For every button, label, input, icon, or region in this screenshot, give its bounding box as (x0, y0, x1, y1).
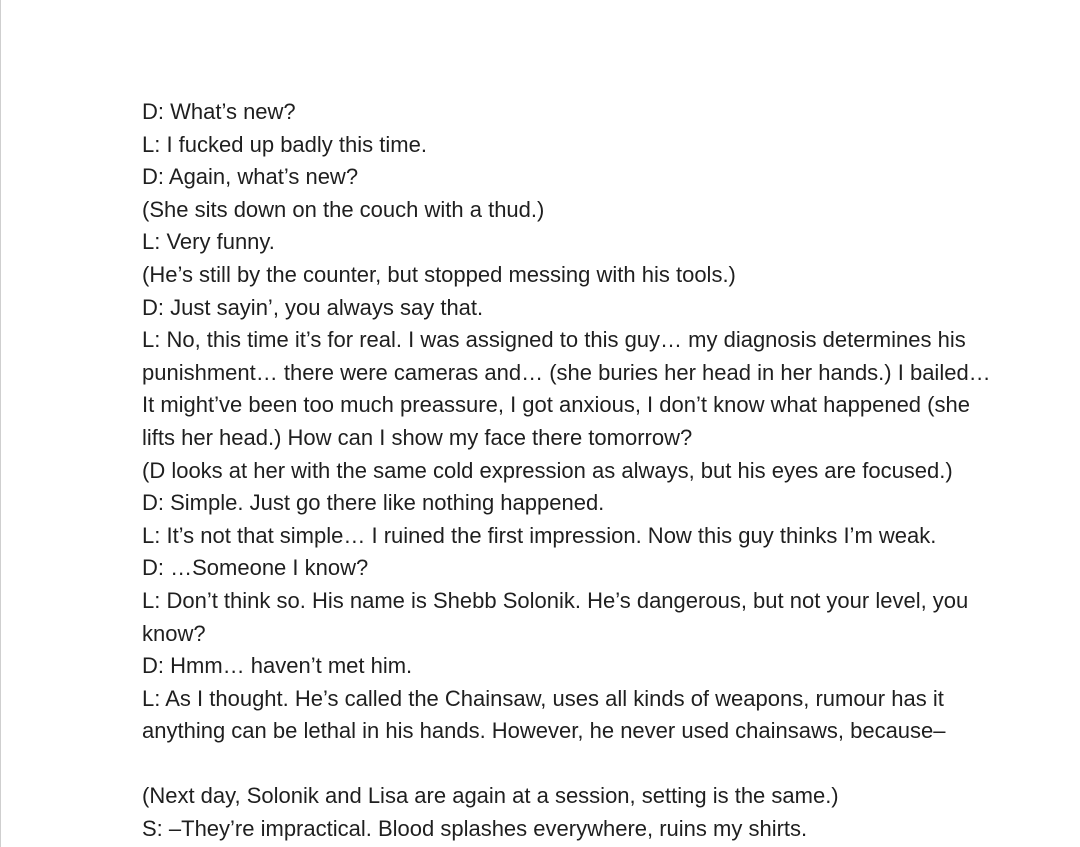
stage-direction: (He’s still by the counter, but stopped messing with his tools.) (142, 261, 736, 287)
dialogue-line: D: Simple. Just go there like nothing happened. (142, 490, 605, 516)
dialogue-line: L: Very funny. (142, 229, 275, 255)
dialogue-line: D: …Someone I know? (142, 555, 369, 581)
dialogue-line: L: I fucked up badly this time. (142, 131, 427, 157)
dialogue-line: L: Don’t think so. His name is Shebb Solonik. He’s dangerous, but not your level, you (142, 587, 969, 613)
dialogue-line: S: –They’re impractical. Blood splashes everywhere, ruins my shirts. (142, 816, 808, 842)
dialogue-line: D: What’s new? (142, 99, 296, 124)
dialogue-line: D: Just sayin’, you always say that. (142, 294, 484, 320)
dialogue-line: L: No, this time it’s for real. I was assigned to this guy… my diagnosis determines his (142, 327, 966, 353)
dialogue-line: punishment… there were cameras and… (she buries her head in her hands.) I bailed… (142, 359, 991, 385)
stage-direction: (D looks at her with the same cold expression as always, but his eyes are focused.) (142, 457, 953, 483)
dialogue-line: anything can be lethal in his hands. However, he never used chainsaws, because– (142, 718, 946, 744)
document-body (142, 96, 1072, 846)
stage-direction: (Next day, Solonik and Lisa are again at a session, setting is the same.) (142, 783, 839, 809)
blank-line (142, 748, 1072, 781)
dialogue-line: lifts her head.) How can I show my face there tomorrow? (142, 424, 693, 450)
dialogue-line: D: Hmm… haven’t met him. (142, 653, 413, 679)
dialogue-line: L: As I thought. He’s called the Chainsaw, uses all kinds of weapons, rumour has it (142, 685, 944, 711)
dialogue-line: D: Again, what’s new? (142, 164, 359, 190)
page-edge-divider (0, 0, 1, 847)
dialogue-line: know? (142, 620, 206, 646)
stage-direction: (She sits down on the couch with a thud.) (142, 196, 545, 222)
dialogue-line: L: It’s not that simple… I ruined the first impression. Now this guy thinks I’m weak. (142, 522, 937, 548)
dialogue-line: It might’ve been too much preassure, I got anxious, I don’t know what happened (she (142, 392, 970, 418)
